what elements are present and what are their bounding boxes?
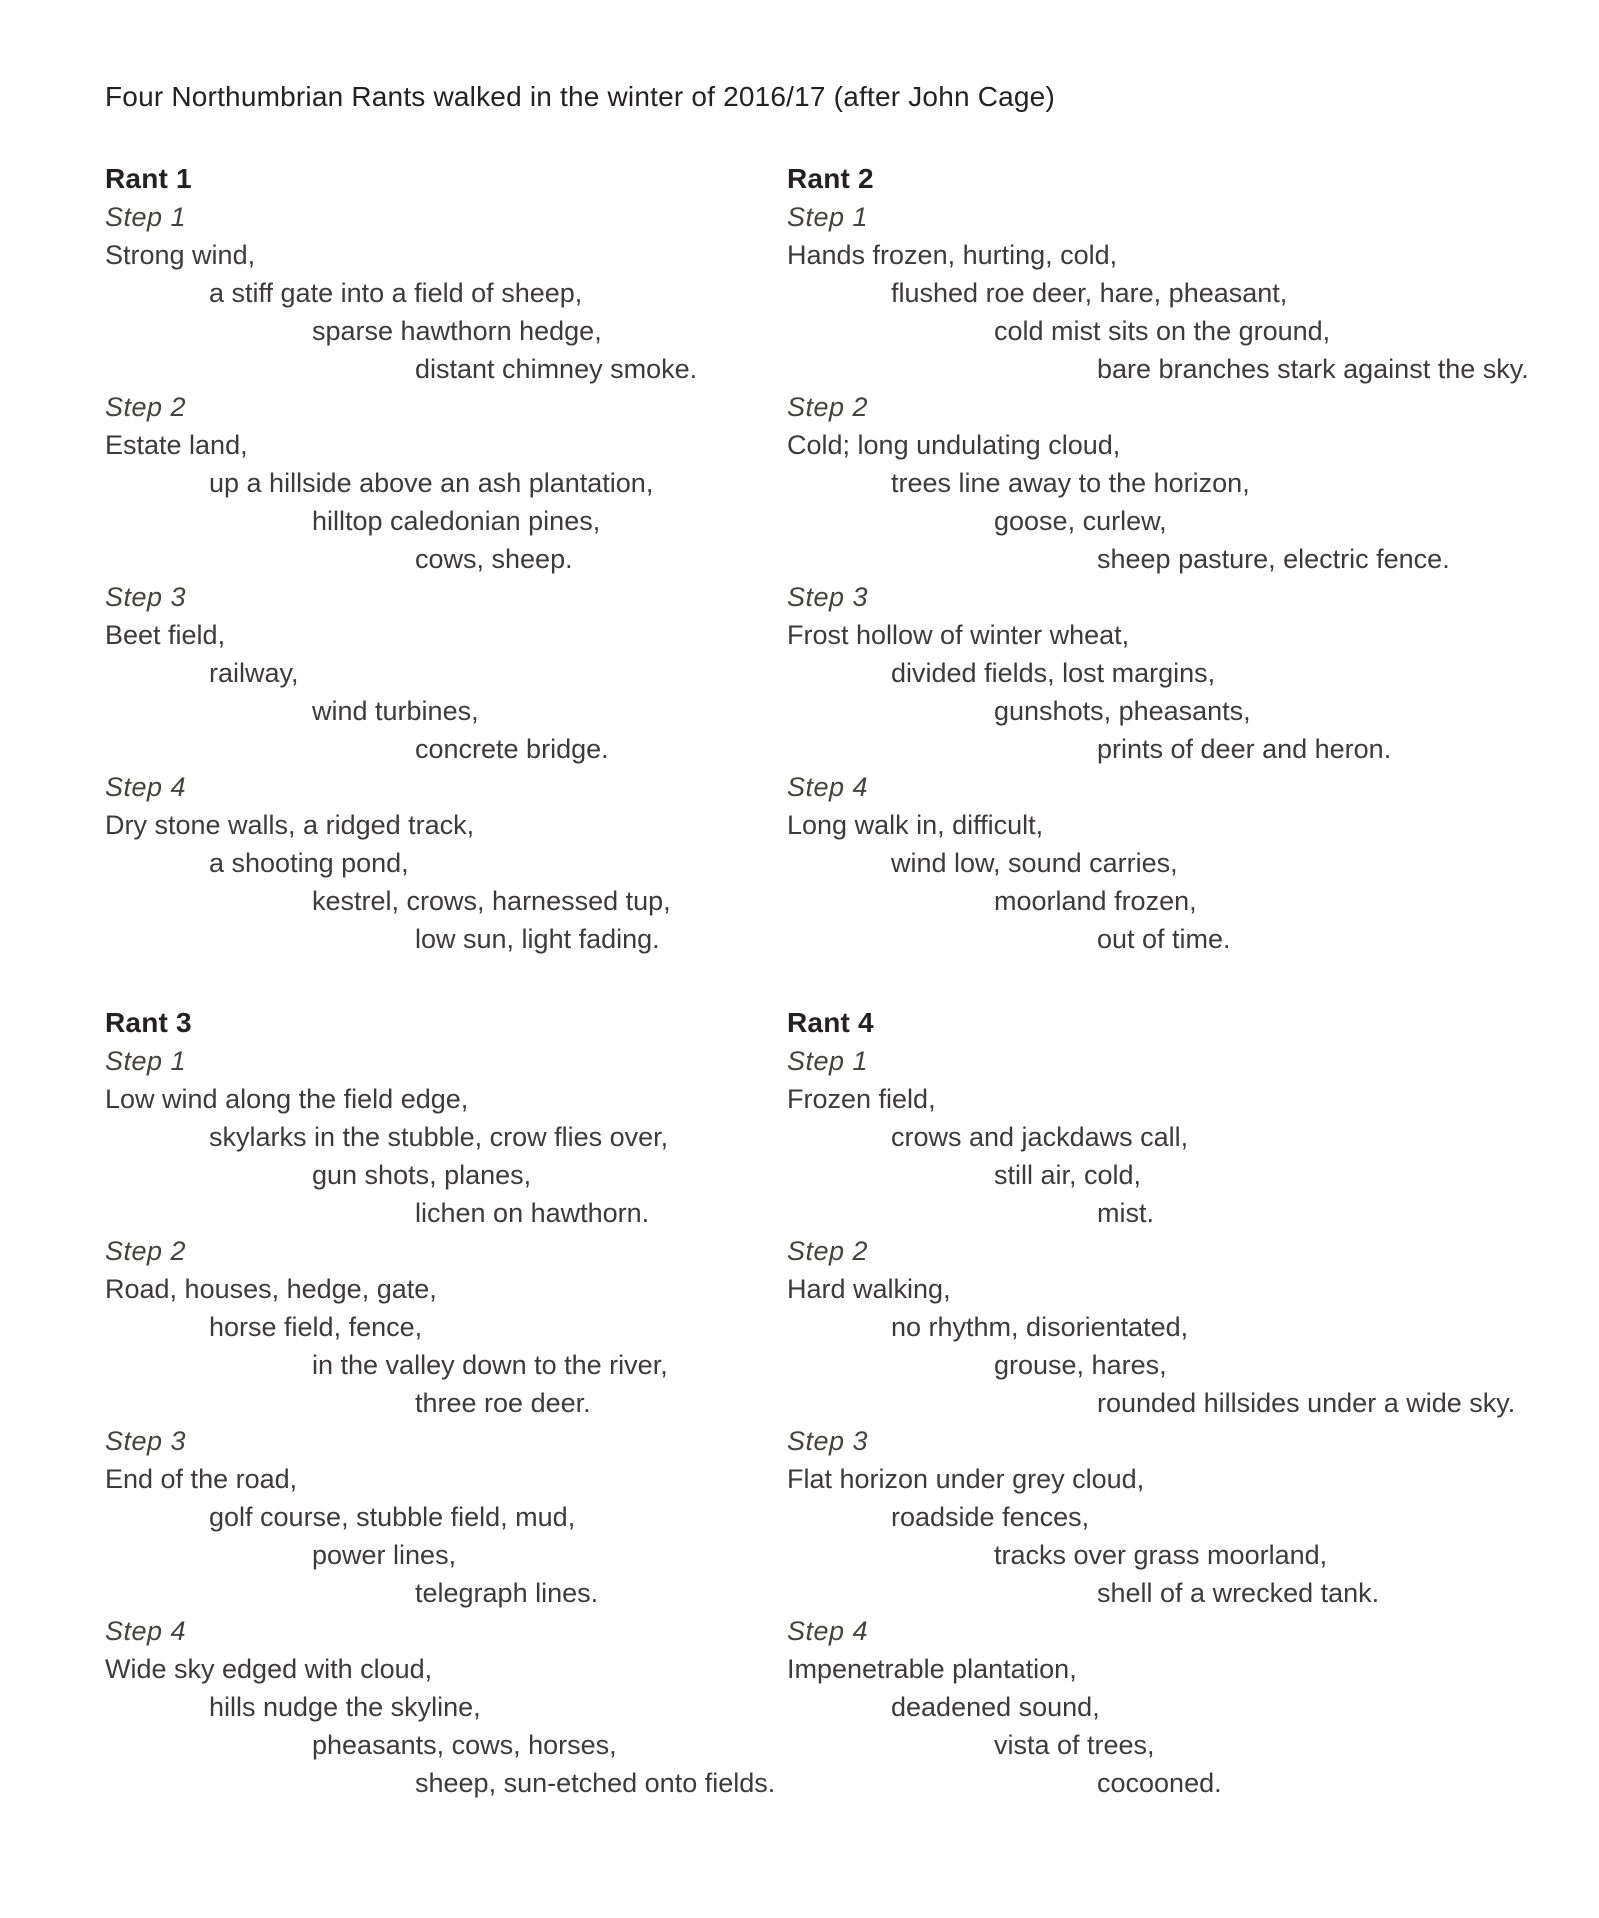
poem-line: lichen on hawthorn.: [415, 1198, 650, 1228]
poem-line: cows, sheep.: [415, 544, 573, 574]
poem-line: up a hillside above an ash plantation,: [209, 468, 654, 498]
poem-line: Hard walking,: [787, 1274, 951, 1304]
poem-line: no rhythm, disorientated,: [891, 1312, 1189, 1342]
step-label: Step 1: [787, 1046, 869, 1076]
step-label: Step 3: [105, 1426, 187, 1456]
rant-section-1: [105, 160, 787, 958]
poem-line: trees line away to the horizon,: [891, 468, 1250, 498]
poem-line: End of the road,: [105, 1464, 298, 1494]
poem-line: telegraph lines.: [415, 1578, 599, 1608]
poem-line: gunshots, pheasants,: [994, 696, 1251, 726]
step-label: Step 2: [787, 1236, 869, 1266]
rant-section-3: [105, 1004, 787, 1802]
poem-line: bare branches stark against the sky.: [1097, 354, 1529, 384]
poem-line: shell of a wrecked tank.: [1097, 1578, 1380, 1608]
rants-grid: [105, 160, 1599, 1802]
poem-line: Estate land,: [105, 430, 248, 460]
step-label: Step 2: [787, 392, 869, 422]
poem-line: mist.: [1097, 1198, 1154, 1228]
poem-line: Frozen field,: [787, 1084, 936, 1114]
poem-line: power lines,: [312, 1540, 457, 1570]
poem-line: Frost hollow of winter wheat,: [787, 620, 1130, 650]
poem-line: divided fields, lost margins,: [891, 658, 1216, 688]
poem-line: sparse hawthorn hedge,: [312, 316, 602, 346]
step-label: Step 1: [105, 202, 187, 232]
poem-line: kestrel, crows, harnessed tup,: [312, 886, 671, 916]
poem-line: Road, houses, hedge, gate,: [105, 1274, 437, 1304]
poem-line: railway,: [209, 658, 299, 688]
poem-line: distant chimney smoke.: [415, 354, 698, 384]
poem-line: Cold; long undulating cloud,: [787, 430, 1121, 460]
poem-line: pheasants, cows, horses,: [312, 1730, 617, 1760]
poem-line: Flat horizon under grey cloud,: [787, 1464, 1145, 1494]
poem-line: deadened sound,: [891, 1692, 1100, 1722]
poem-line: golf course, stubble field, mud,: [209, 1502, 576, 1532]
poem-line: wind low, sound carries,: [891, 848, 1178, 878]
poem-line: Hands frozen, hurting, cold,: [787, 240, 1118, 270]
step-label: Step 4: [787, 1616, 869, 1646]
poem-line: goose, curlew,: [994, 506, 1167, 536]
step-label: Step 2: [105, 1236, 187, 1266]
poem-line: still air, cold,: [994, 1160, 1142, 1190]
poem-line: moorland frozen,: [994, 886, 1197, 916]
poem-line: Long walk in, difficult,: [787, 810, 1044, 840]
poem-line: Low wind along the field edge,: [105, 1084, 469, 1114]
step-label: Step 1: [105, 1046, 187, 1076]
step-label: Step 3: [787, 1426, 869, 1456]
poem-line: flushed roe deer, hare, pheasant,: [891, 278, 1288, 308]
rant-section-2: [787, 160, 1599, 958]
step-label: Step 1: [787, 202, 869, 232]
poem-line: concrete bridge.: [415, 734, 609, 764]
poem-line: Wide sky edged with cloud,: [105, 1654, 433, 1684]
rant-heading: Rant 1: [105, 163, 192, 194]
poem-line: sheep, sun-etched onto fields.: [415, 1768, 776, 1798]
rant-section-4: [787, 1004, 1599, 1802]
poem-line: hilltop caledonian pines,: [312, 506, 601, 536]
poem-line: gun shots, planes,: [312, 1160, 532, 1190]
step-label: Step 3: [105, 582, 187, 612]
poem-line: Dry stone walls, a ridged track,: [105, 810, 475, 840]
poem-line: sheep pasture, electric fence.: [1097, 544, 1450, 574]
poem-line: Impenetrable plantation,: [787, 1654, 1077, 1684]
poem-line: a stiff gate into a field of sheep,: [209, 278, 583, 308]
step-label: Step 4: [105, 772, 187, 802]
poem-line: cold mist sits on the ground,: [994, 316, 1331, 346]
rant-heading: Rant 4: [787, 1007, 874, 1038]
step-label: Step 4: [105, 1616, 187, 1646]
poem-line: grouse, hares,: [994, 1350, 1167, 1380]
step-label: Step 3: [787, 582, 869, 612]
poem-line: tracks over grass moorland,: [994, 1540, 1328, 1570]
rant-heading: Rant 2: [787, 163, 874, 194]
poem-line: crows and jackdaws call,: [891, 1122, 1189, 1152]
poem-line: in the valley down to the river,: [312, 1350, 668, 1380]
poem-line: Strong wind,: [105, 240, 256, 270]
step-label: Step 4: [787, 772, 869, 802]
poem-line: Beet field,: [105, 620, 226, 650]
poem-line: vista of trees,: [994, 1730, 1155, 1760]
poem-line: horse field, fence,: [209, 1312, 423, 1342]
poem-line: a shooting pond,: [209, 848, 409, 878]
poem-line: rounded hillsides under a wide sky.: [1097, 1388, 1516, 1418]
page-title: Four Northumbrian Rants walked in the winter of 2016/17 (after John Cage): [105, 81, 1055, 112]
poem-line: hills nudge the skyline,: [209, 1692, 481, 1722]
poem-line: out of time.: [1097, 924, 1231, 954]
poem-line: cocooned.: [1097, 1768, 1222, 1798]
poem-line: three roe deer.: [415, 1388, 591, 1418]
poem-line: wind turbines,: [312, 696, 479, 726]
poem-line: roadside fences,: [891, 1502, 1090, 1532]
poem-line: skylarks in the stubble, crow flies over,: [209, 1122, 669, 1152]
poem-line: prints of deer and heron.: [1097, 734, 1392, 764]
poem-line: low sun, light fading.: [415, 924, 660, 954]
step-label: Step 2: [105, 392, 187, 422]
rant-heading: Rant 3: [105, 1007, 192, 1038]
